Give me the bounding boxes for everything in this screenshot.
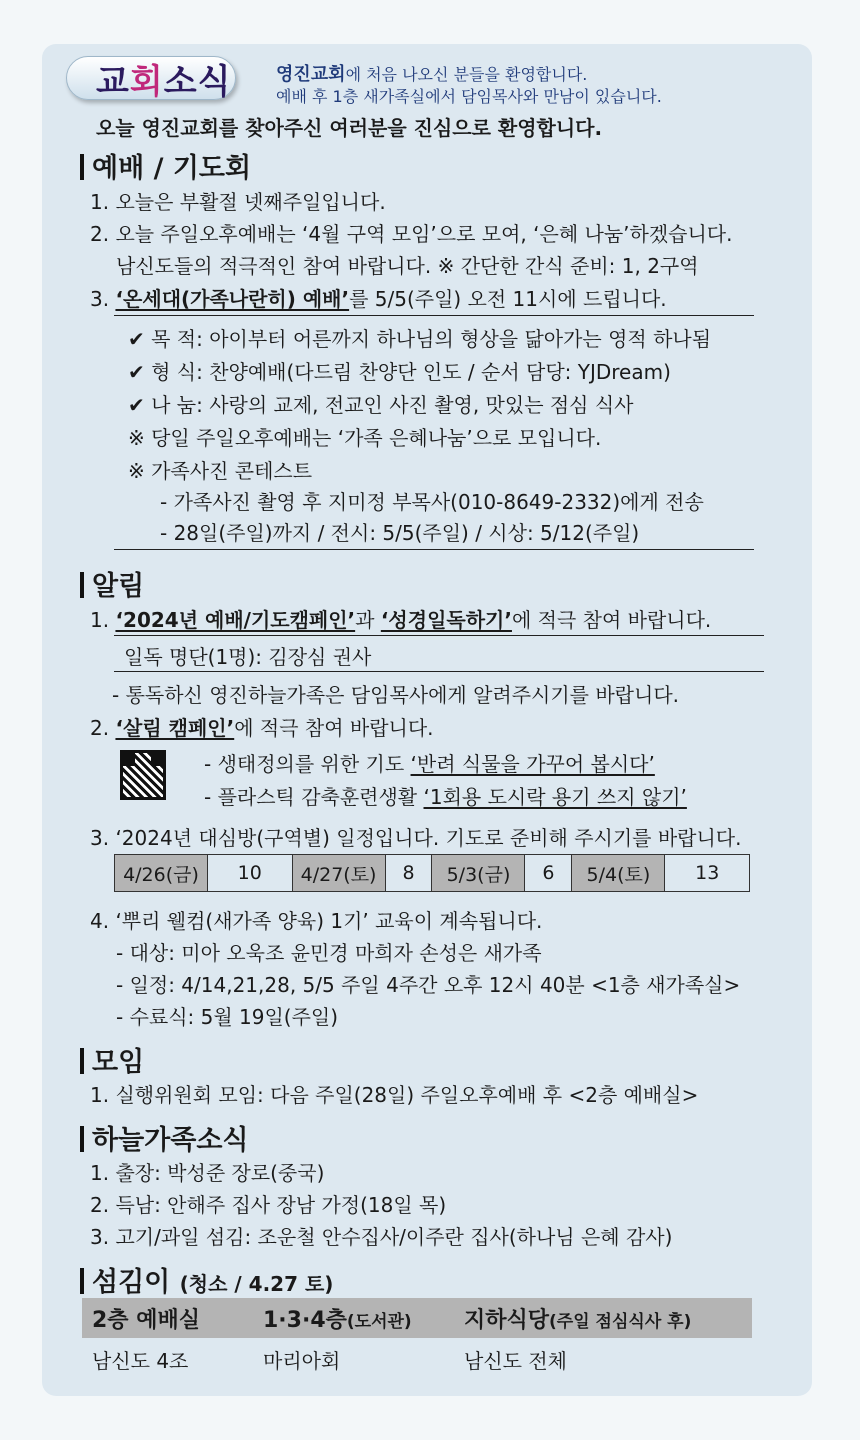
worship-item-1: 1. 오늘은 부활절 넷째주일입니다. <box>90 190 386 214</box>
service-subtitle: (청소 / 4.27 토) <box>179 1272 334 1296</box>
visitation-schedule-table <box>114 854 750 892</box>
notice-item-4: 4. ‘뿌리 웰컴(새가족 양육) 1기’ 교육이 계속됩니다. <box>90 909 543 933</box>
family-news-section-title: 하늘가족소식 <box>80 1118 249 1157</box>
cleaning-duty-table <box>82 1298 752 1380</box>
service-section-title: 섬김이 (청소 / 4.27 토) <box>80 1260 333 1299</box>
welcome-message: 오늘 영진교회를 찾아주신 여러분을 진심으로 환영합니다. <box>96 116 603 140</box>
worship-item-2-cont: 남신도들의 적극적인 참여 바랍니다. ※ 간단한 간식 준비: 1, 2구역 <box>116 254 699 278</box>
schedule-count: 8 <box>385 855 432 892</box>
photo-contest-title: ※ 가족사진 콘테스트 <box>128 459 313 483</box>
meeting-section-title: 모임 <box>80 1040 144 1079</box>
family-news-item-2: 2. 득남: 안해주 집사 장남 가정(18일 목) <box>90 1193 447 1217</box>
worship-item-3: 3. ‘온세대(가족나란히) 예배’를 5/5(주일) 오전 11시에 드립니다. <box>90 287 667 311</box>
column-header: 2층 예배실 <box>82 1298 253 1338</box>
newcomer-meeting-notice: 예배 후 1층 새가족실에서 담임목사와 만남이 있습니다. <box>276 87 662 106</box>
qr-code-icon <box>120 750 166 800</box>
family-news-item-3: 3. 고기/과일 섬김: 조운철 안수집사/이주란 집사(하나님 은혜 감사) <box>90 1225 673 1249</box>
worship-detail-purpose: ✔ 목 적: 아이부터 어른까지 하나님의 형상을 닮아가는 영적 하나됨 <box>128 327 712 351</box>
logo-title: 교회소식 <box>96 62 232 102</box>
table-row <box>115 855 750 892</box>
table-row <box>82 1338 752 1380</box>
welcome-course-schedule: - 일정: 4/14,21,28, 5/5 주일 4주간 오후 12시 40분 <1층 새가족실> <box>116 973 741 997</box>
notice-item-1: 1. ‘2024년 예배/기도캠페인’과 ‘성경일독하기’에 적극 참여 바랍니다. <box>90 608 712 632</box>
schedule-date: 5/4(토) <box>572 855 665 892</box>
reading-report-note: - 통독하신 영진하늘가족은 담임목사에게 알려주시기를 바랍니다. <box>112 683 680 707</box>
notices-section-title: 알림 <box>80 564 144 603</box>
worship-detail-sharing: ✔ 나 눔: 사랑의 교제, 전교인 사진 촬영, 맛있는 점심 식사 <box>128 393 634 417</box>
campaign-plastic: - 플라스틱 감축훈련생활 ‘1회용 도시락 용기 쓰지 않기’ <box>204 785 687 809</box>
schedule-date: 4/26(금) <box>115 855 208 892</box>
newcomer-notice: 영진교회에 처음 나오신 분들을 환영합니다. <box>276 64 588 85</box>
welcome-course-graduation: - 수료식: 5월 19일(주일) <box>116 1005 339 1029</box>
schedule-date: 4/27(토) <box>292 855 385 892</box>
worship-detail-note: ※ 당일 주일오후예배는 ‘가족 은혜나눔’으로 모입니다. <box>128 426 602 450</box>
schedule-date: 5/3(금) <box>432 855 525 892</box>
table-cell: 남신도 전체 <box>464 1348 567 1373</box>
column-header: 지하식당(주일 점심식사 후) <box>454 1298 752 1338</box>
photo-contest-dates: - 28일(주일)까지 / 전시: 5/5(주일) / 시상: 5/12(주일) <box>160 521 640 545</box>
campaign-prayer: - 생태정의를 위한 기도 ‘반려 식물을 가꾸어 봅시다’ <box>204 752 655 776</box>
photo-contest-submit: - 가족사진 촬영 후 지미정 부목사(010-8649-2332)에게 전송 <box>160 490 704 514</box>
worship-section-title: 예배 / 기도회 <box>80 146 251 185</box>
worship-detail-format: ✔ 형 식: 찬양예배(다드림 찬양단 인도 / 순서 담당: YJDream) <box>128 360 671 384</box>
reading-list: 일독 명단(1명): 김장심 권사 <box>124 645 372 669</box>
schedule-count: 6 <box>525 855 572 892</box>
notice-item-2: 2. ‘살림 캠페인’에 적극 참여 바랍니다. <box>90 716 434 740</box>
table-header-row <box>82 1298 752 1338</box>
schedule-count: 10 <box>208 855 293 892</box>
church-name: 영진교회 <box>276 64 346 85</box>
column-header: 1·3·4층(도서관) <box>253 1298 454 1338</box>
schedule-count: 13 <box>665 855 750 892</box>
family-worship-title: ‘온세대(가족나란히) 예배’ <box>115 287 350 311</box>
worship-item-2: 2. 오늘 주일오후예배는 ‘4월 구역 모임’으로 모여, ‘은혜 나눔’하겠습니다. <box>90 222 733 246</box>
notice-item-3: 3. ‘2024년 대심방(구역별) 일정입니다. 기도로 준비해 주시기를 바랍니다. <box>90 826 742 850</box>
meeting-item-1: 1. 실행위원회 모임: 다음 주일(28일) 주일오후예배 후 <2층 예배실> <box>90 1083 699 1107</box>
table-cell: 마리아회 <box>263 1348 341 1373</box>
table-cell: 남신도 4조 <box>92 1348 189 1373</box>
welcome-course-target: - 대상: 미아 오욱조 윤민경 마희자 손성은 새가족 <box>116 941 542 965</box>
family-news-item-1: 1. 출장: 박성준 장로(중국) <box>90 1161 325 1185</box>
